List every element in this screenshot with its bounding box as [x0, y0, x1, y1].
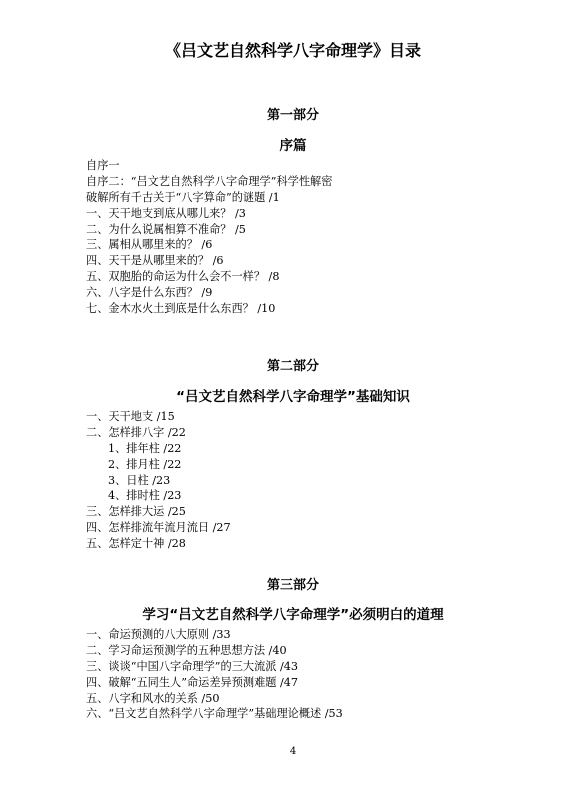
- part-3-section-title: 学习“吕文艺自然科学八字命理学”必须明白的道理: [142, 607, 444, 623]
- toc-entry: 二、为什么说属相算不准命？ /5: [86, 222, 246, 236]
- toc-entry: 五、双胞胎的命运为什么会不一样？ /8: [86, 270, 280, 284]
- toc-entry: 三、谈谈“中国八字命理学”的三大流派 /43: [86, 659, 299, 673]
- toc-entry: 破解所有千古关于“八字算命”的谜题 /1: [86, 190, 280, 204]
- page-number: 4: [289, 746, 297, 757]
- toc-entry: 三、怎样排大运 /25: [86, 505, 186, 519]
- part-1-section-title: 序篇: [279, 138, 307, 154]
- toc-entry: 三、属相从哪里来的？ /6: [86, 238, 213, 252]
- toc-subentry: 3、日柱 /23: [108, 473, 171, 487]
- toc-entry: 自序二：“吕文艺自然科学八字命理学”科学性解密: [86, 174, 333, 188]
- part-2-toc-list: [86, 409, 546, 552]
- toc-entry: 七、金木水火土到底是什么东西？ /10: [86, 302, 276, 316]
- part-1-label: 第一部分: [266, 108, 319, 123]
- part-2-section-title: “吕文艺自然科学八字命理学”基础知识: [176, 389, 410, 405]
- toc-entry: 六、“吕文艺自然科学八字命理学”基础理论概述 /53: [86, 707, 343, 721]
- part-3-toc-list: [86, 627, 546, 722]
- toc-entry: 五、八字和风水的关系 /50: [86, 691, 220, 705]
- toc-subentry: 1、排年柱 /22: [108, 441, 182, 455]
- toc-entry: 四、破解“五同生人”命运差异预测难题 /47: [86, 675, 299, 689]
- toc-entry: 一、天干地支 /15: [86, 410, 175, 423]
- toc-entry: 自序一: [86, 159, 120, 172]
- part-3-label: 第三部分: [266, 578, 319, 593]
- toc-subentry: 2、排月柱 /22: [108, 457, 182, 471]
- document-title: 《吕文艺自然科学八字命理学》目录: [164, 41, 421, 60]
- toc-entry: 四、怎样排流年流月流日 /27: [86, 521, 231, 535]
- toc-entry: 二、怎样排八字 /22: [86, 425, 186, 439]
- part-2-label: 第二部分: [266, 359, 319, 374]
- part-1-toc-list: [86, 158, 546, 317]
- toc-entry: 二、学习命运预测学的五种思想方法 /40: [86, 643, 287, 657]
- toc-entry: 六、八字是什么东西？ /9: [86, 286, 213, 300]
- toc-entry: 一、命运预测的八大原则 /33: [86, 628, 231, 641]
- toc-entry: 一、天干地支到底从哪儿来？ /3: [86, 206, 246, 220]
- toc-subentry: 4、排时柱 /23: [108, 489, 182, 503]
- toc-entry: 五、怎样定十神 /28: [86, 537, 186, 551]
- toc-entry: 四、天干是从哪里来的？ /6: [86, 254, 224, 268]
